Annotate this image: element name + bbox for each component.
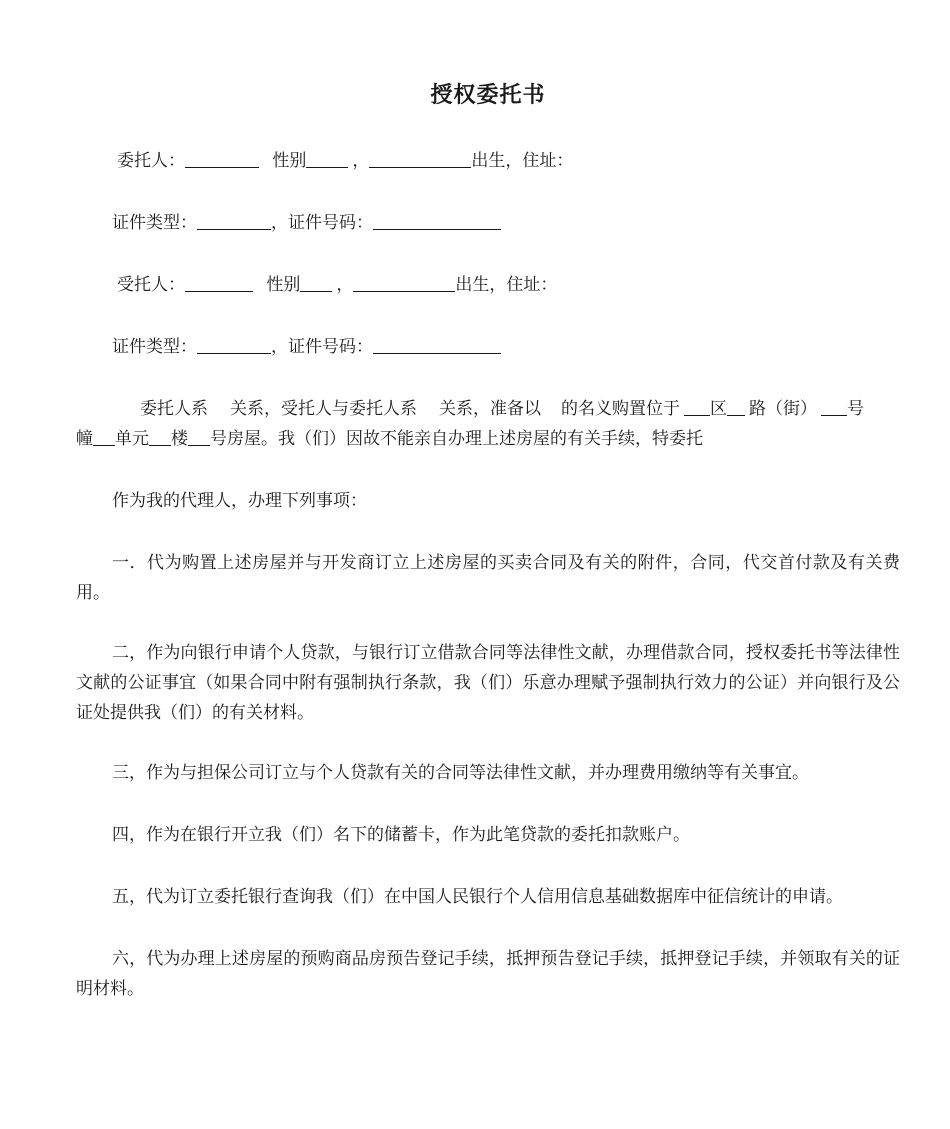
item-6: 六，代为办理上述房屋的预购商品房预告登记手续，抵押预告登记手续，抵押登记手续，并领取有关的证明材料。 bbox=[76, 949, 900, 999]
principal-comma: ， bbox=[352, 151, 370, 171]
relation-text-c: 关系，准备以 bbox=[439, 399, 541, 419]
item-2: 二，作为向银行申请个人贷款，与银行订立借款合同等法律性文献，办理借款合同，授权委托书等法律性文献的公证事宜（如果合同中附有强制执行条款，我（们）乐意办理赋予强制执行效力的公证）并向银行及公证处提供我（们）的有关材料。 bbox=[76, 643, 900, 723]
relation-text-h: 幢 bbox=[76, 429, 93, 449]
agent-id-type-blank bbox=[197, 333, 271, 354]
principal-birth-blank bbox=[369, 147, 471, 168]
principal-id-type-blank bbox=[197, 209, 271, 230]
relation-text-i: 单元 bbox=[115, 429, 149, 449]
principal-label: 委托人： bbox=[117, 151, 185, 171]
principal-gender-blank bbox=[306, 147, 348, 168]
agent-line bbox=[117, 270, 557, 300]
agent-id-number-blank bbox=[373, 333, 501, 354]
relation-text-b: 关系，受托人与委托人系 bbox=[230, 399, 417, 419]
principal-gender-label: 性别 bbox=[272, 151, 307, 171]
relation-text-e: 区 bbox=[710, 399, 727, 419]
district-blank bbox=[684, 395, 710, 416]
principal-name-blank bbox=[185, 147, 259, 168]
relation-text-j: 楼 bbox=[171, 429, 188, 449]
principal-id-number-label: ，证件号码： bbox=[271, 213, 373, 233]
agent-gender-blank bbox=[300, 271, 332, 292]
agent-name-blank bbox=[185, 271, 253, 292]
principal-id-number-blank bbox=[373, 209, 501, 230]
item-4: 四，作为在银行开立我（们）名下的储蓄卡，作为此笔贷款的委托扣款账户。 bbox=[112, 825, 690, 845]
relation-line-1 bbox=[140, 394, 864, 424]
agent-gender-label: 性别 bbox=[266, 275, 301, 295]
road-blank bbox=[727, 395, 745, 416]
agent-id-number-label: ，证件号码： bbox=[271, 337, 373, 357]
building-blank bbox=[93, 425, 115, 446]
relation-line-2 bbox=[76, 424, 703, 454]
agent-id-line bbox=[112, 332, 501, 362]
item-3: 三，作为与担保公司订立与个人贷款有关的合同等法律性文献，并办理费用缴纳等有关事宜。 bbox=[112, 763, 809, 783]
number-blank bbox=[821, 395, 847, 416]
relation-text-a: 委托人系 bbox=[140, 399, 208, 419]
relation-text-g: 号 bbox=[847, 399, 864, 419]
relation-text-d: 的名义购置位于 bbox=[561, 399, 680, 419]
floor-blank bbox=[188, 425, 210, 446]
agent-id-type-label: 证件类型： bbox=[112, 337, 197, 357]
agent-birth-blank bbox=[353, 271, 455, 292]
item-5: 五，代为订立委托银行查询我（们）在中国人民银行个人信用信息基础数据库中征信统计的申请。 bbox=[112, 887, 843, 907]
principal-birth-label: 出生，住址： bbox=[471, 151, 574, 171]
appoint-text: 作为我的代理人，办理下列事项： bbox=[112, 491, 367, 511]
relation-text-k: 号房屋。我（们）因故不能亲自办理上述房屋的有关手续，特委托 bbox=[210, 429, 703, 449]
principal-line bbox=[117, 146, 573, 176]
principal-id-type-label: 证件类型： bbox=[112, 213, 197, 233]
relation-text-f: 路（街） bbox=[749, 399, 817, 419]
agent-label: 受托人： bbox=[117, 275, 185, 295]
unit-blank bbox=[149, 425, 171, 446]
agent-birth-label: 出生，住址： bbox=[455, 275, 558, 295]
principal-id-line bbox=[112, 208, 501, 238]
item-1: 一．代为购置上述房屋并与开发商订立上述房屋的买卖合同及有关的附件，合同，代交首付款及有关费用。 bbox=[76, 553, 900, 603]
agent-comma: ， bbox=[336, 275, 354, 295]
document-title: 授权委托书 bbox=[430, 83, 546, 108]
